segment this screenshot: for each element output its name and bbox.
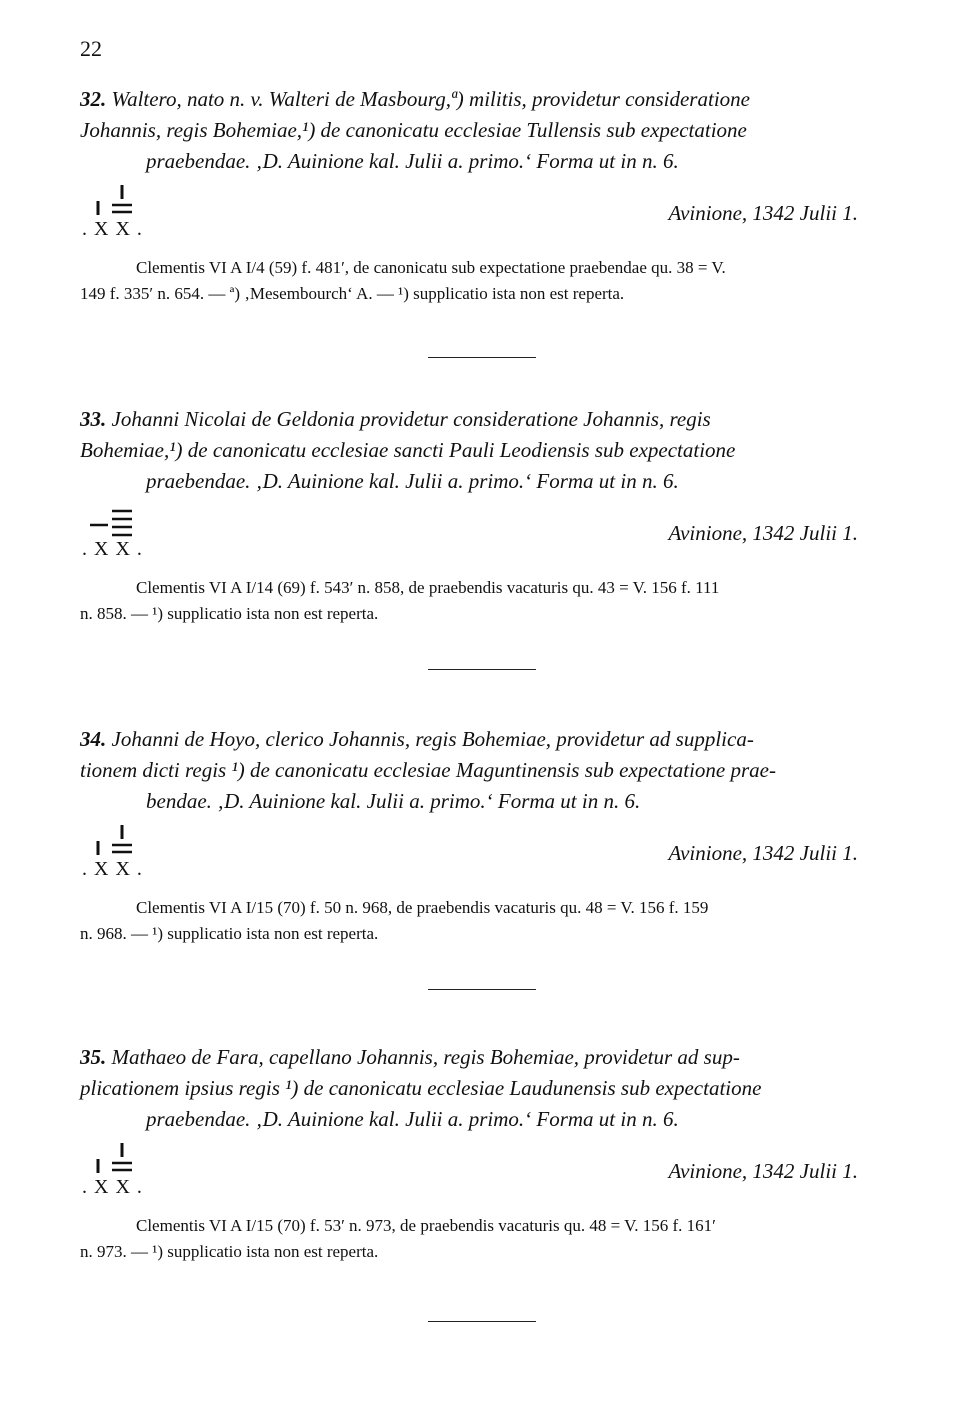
entry-32 [80, 84, 882, 307]
entry-line-1: Waltero, nato n. v. Walteri de Masbourg,ª) militis, providetur consideratione [111, 87, 750, 111]
section-separator [428, 669, 536, 670]
dating-row [80, 183, 882, 241]
entry-line-1: Mathaeo de Fara, capellano Johannis, regis Bohemiae, providetur ad sup- [111, 1045, 740, 1069]
chancery-mark-text: . X X . [82, 858, 143, 880]
chancery-strokes-icon [90, 823, 150, 863]
place-date: Avinione, 1342 Julii 1. [668, 841, 858, 865]
chancery-strokes-icon [90, 503, 150, 543]
entry-33 [80, 404, 882, 627]
place-date: Avinione, 1342 Julii 1. [668, 201, 858, 225]
entry-35 [80, 1042, 882, 1265]
archival-note [80, 895, 882, 947]
archival-note [80, 575, 882, 627]
entry-line-2: Bohemiae,¹) de canonicatu ecclesiae sancti Pauli Leodiensis sub expectatione [80, 438, 736, 462]
note-line-2: n. 858. — ¹) supplicatio ista non est reperta. [80, 604, 379, 623]
section-separator [428, 989, 536, 990]
entry-line-3: praebendae. ‚D. Auinione kal. Julii a. primo.‘ Forma ut in n. 6. [146, 1107, 679, 1131]
dating-row [80, 1141, 882, 1199]
note-line-2: 149 f. 335′ n. 654. — ª) ‚Mesembourch‘ A. — ¹) supplicatio ista non est reperta. [80, 284, 625, 303]
note-line-2: n. 973. — ¹) supplicatio ista non est reperta. [80, 1242, 379, 1261]
entry-line-2: tionem dicti regis ¹) de canonicatu ecclesiae Maguntinensis sub expectatione prae- [80, 758, 776, 782]
note-line-1: Clementis VI A I/14 (69) f. 543′ n. 858, de praebendis vacaturis qu. 43 = V. 156 f. 111 [136, 578, 720, 597]
chancery-strokes-icon [90, 1141, 150, 1181]
dating-row [80, 823, 882, 881]
note-line-1: Clementis VI A I/15 (70) f. 50 n. 968, de praebendis vacaturis qu. 48 = V. 156 f. 159 [136, 898, 709, 917]
entry-number: 33. [80, 407, 107, 431]
entry-number: 32. [80, 87, 107, 111]
chancery-mark [80, 503, 170, 561]
entry-number: 35. [80, 1045, 107, 1069]
chancery-strokes-icon [90, 183, 150, 223]
entry-line-2: Johannis, regis Bohemiae,¹) de canonicatu ecclesiae Tullensis sub expectatione [80, 118, 747, 142]
chancery-mark-text: . X X . [82, 538, 143, 560]
entry-line-1: Johanni de Hoyo, clerico Johannis, regis Bohemiae, providetur ad supplica- [111, 727, 754, 751]
entry-34 [80, 724, 882, 947]
chancery-mark-text: . X X . [82, 218, 143, 240]
entry-text [80, 1042, 882, 1135]
entry-line-3: praebendae. ‚D. Auinione kal. Julii a. primo.‘ Forma ut in n. 6. [146, 469, 679, 493]
chancery-mark [80, 183, 170, 241]
archival-note [80, 1213, 882, 1265]
archival-note [80, 255, 882, 307]
dating-row [80, 503, 882, 561]
note-line-2: n. 968. — ¹) supplicatio ista non est reperta. [80, 924, 379, 943]
section-separator [428, 357, 536, 358]
note-line-1: Clementis VI A I/4 (59) f. 481′, de canonicatu sub expectatione praebendae qu. 38 = V. [136, 258, 726, 277]
chancery-mark [80, 823, 170, 881]
chancery-mark [80, 1141, 170, 1199]
entry-line-3: bendae. ‚D. Auinione kal. Julii a. primo.‘ Forma ut in n. 6. [146, 789, 641, 813]
entry-text [80, 84, 882, 177]
entry-line-2: plicationem ipsius regis ¹) de canonicatu ecclesiae Laudunensis sub expectatione [80, 1076, 762, 1100]
entry-number: 34. [80, 727, 107, 751]
note-line-1: Clementis VI A I/15 (70) f. 53′ n. 973, de praebendis vacaturis qu. 48 = V. 156 f. 161′ [136, 1216, 716, 1235]
section-separator [428, 1321, 536, 1322]
entry-line-1: Johanni Nicolai de Geldonia providetur consideratione Johannis, regis [111, 407, 711, 431]
entry-text [80, 404, 882, 497]
entry-text [80, 724, 882, 817]
page-number: 22 [80, 36, 102, 61]
place-date: Avinione, 1342 Julii 1. [668, 1159, 858, 1183]
chancery-mark-text: . X X . [82, 1176, 143, 1198]
entry-line-3: praebendae. ‚D. Auinione kal. Julii a. primo.‘ Forma ut in n. 6. [146, 149, 679, 173]
place-date: Avinione, 1342 Julii 1. [668, 521, 858, 545]
